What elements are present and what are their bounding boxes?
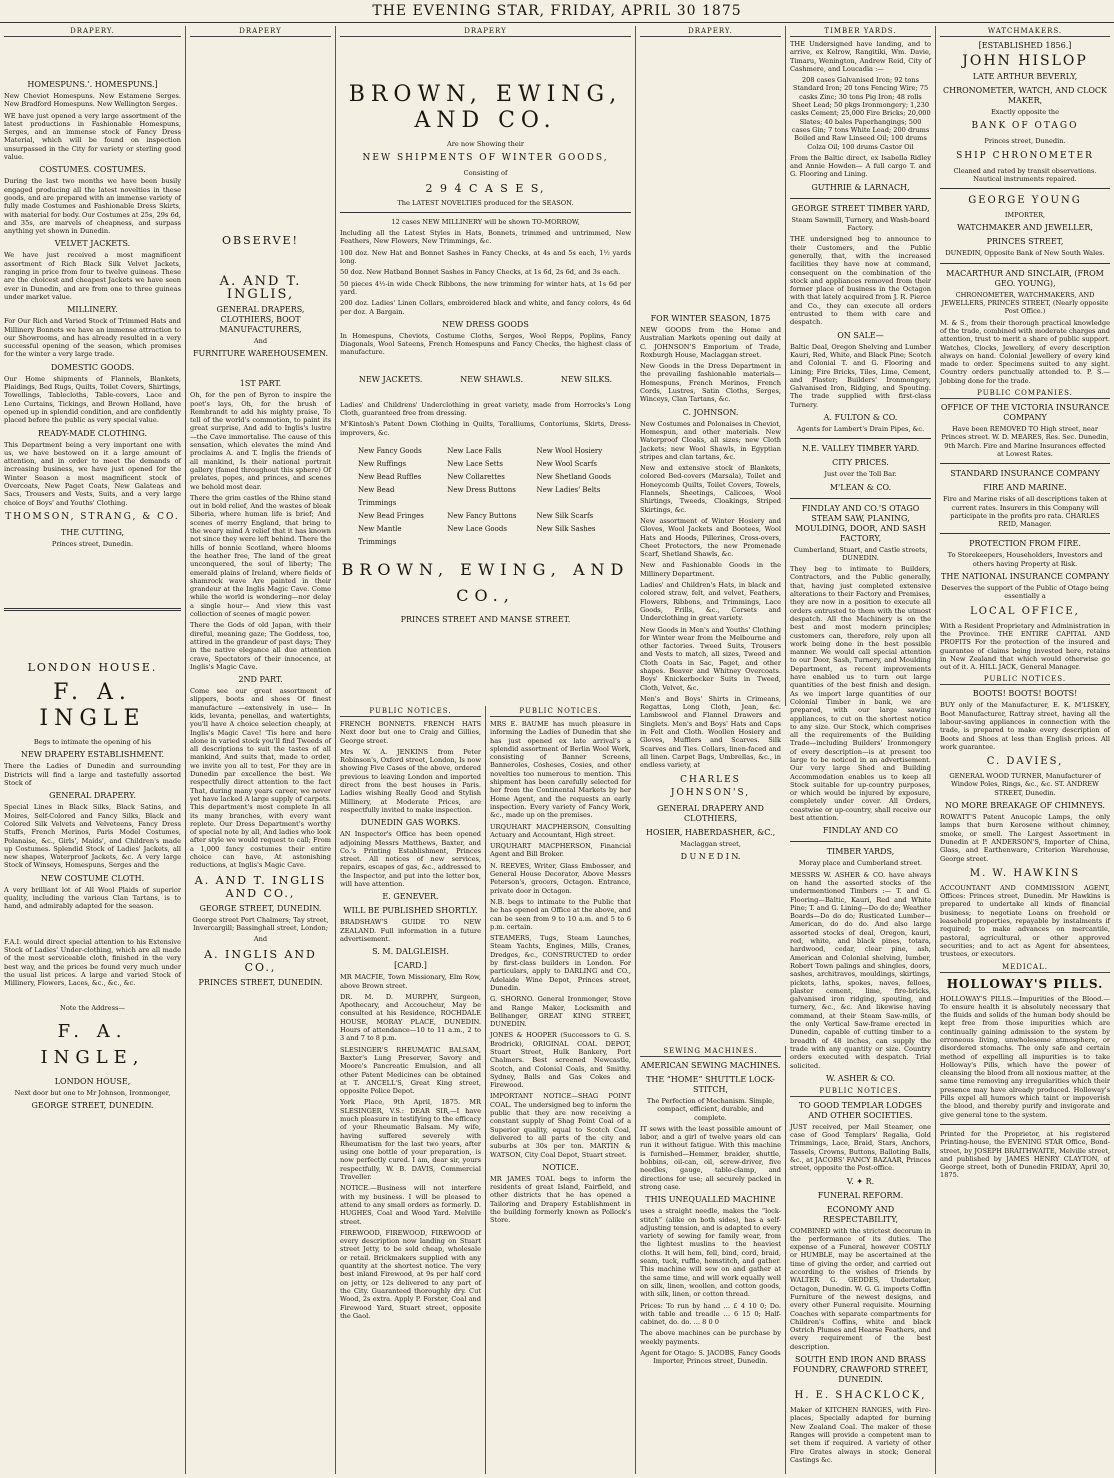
divider — [790, 841, 931, 842]
goods-item: New Bead Trimmings — [358, 485, 397, 507]
goods-row — [358, 510, 613, 523]
heading: PRINCES STREET, — [986, 237, 1064, 247]
heading: ECONOMY AND RESPECTABILITY, — [822, 1204, 898, 1224]
paragraph: MR MACFIE, Town Missionary, Elm Row, above Brown street. — [340, 973, 481, 990]
paragraph: The Perfection of Mechanism. Simple, compact, efficient, durable, and complete. — [646, 1097, 775, 1122]
signature: M'LEAN & CO. — [829, 482, 892, 492]
goods-item: New Dress Buttons — [447, 485, 516, 494]
heading: CHRONOMETER, WATCH, AND CLOCK MAKER, — [942, 86, 1108, 105]
paragraph: New Cheviot Homespuns. New Estamene Serges. New Bradford Homespuns. New Wellington Serges. — [4, 92, 181, 109]
paragraph: DR. M. D. MURPHY, Surgeon, Apothecary, and Accoucheur, May be consulted at his Residence, ROCHDALE HOUSE, MORAY PLACE, DUNEDIN. Hours of attendance—10 to 11 a.m., 2 to 3 and 7 to 8 p.m. — [340, 992, 481, 1043]
paragraph: 100 doz. New Hat and Bonnet Sashes in Fancy Checks, at 4s and 5s each, 1½ yards long. — [340, 248, 631, 266]
column-head: MEDICAL. — [940, 962, 1110, 973]
signature: W. ASHER & CO. — [826, 1073, 895, 1083]
paragraph: To Storekeepers, Householders, Investors and others having Property at Risk. — [947, 551, 1103, 568]
heading: PROTECTION FROM FIRE. — [969, 539, 1081, 549]
paragraph: From the Baltic direct, ex Isabella Ridley and Annie Howden— A full cargo T. and G. Flooring and Lining. — [790, 153, 931, 179]
paragraph: NOTICE.—Business will not interfere with my business. I will be pleased to attend to any small orders as formerly. D. HUGHES, Coal and Wood Yard. Melville street. — [340, 1184, 481, 1226]
heading: COSTUMES. COSTUMES. — [39, 165, 146, 175]
paragraph: Moray place and Cumberland street. — [798, 859, 923, 868]
paragraph: Ladies' and Childrens' Underclothing in great variety, made from Horrocks's Long Cloth, guaranteed free from dressing. — [340, 400, 631, 418]
paragraph: GENERAL WOOD TURNER, Manufacturer of Window Poles, Rings, &c., &c. ST. ANDREW STREET, Dunedin. — [949, 772, 1101, 797]
paragraph: New and Fashionable Goods in the Millinery Department. — [640, 561, 781, 578]
heading: NEW COSTUME CLOTH. — [40, 873, 145, 883]
divider — [340, 212, 631, 213]
paragraph: Special Lines in Black Silks, Black Satins, and Moires, Self-Colored and Fancy Silks, Black and Colored Silk Velvets and Velveteens, Fancy Dress Stuffs, French Merinos, Paris Model Costumes, Polanaise, &c., Girls', Maids', and Children's made up Costumes. Splendid Stock of Ladies' Jackets, all new shapes, Waterproof Jackets, &c. A very large Stock of Winseys, Homespuns, Serges and the — [4, 803, 181, 870]
firm-name: A. AND T. INGLIS, — [219, 274, 302, 302]
paragraph: uses a straight needle, makes the “lock-stitch” (alike on both sides), has a self-adjusting tension, and is adapted to every variety of sewing for family wear, from the lightest muslins to the heaviest cloths. It will hem, fell, bind, cord, braid, seam, tuck, ruffle, hemstitch, and gather. This machine will sew on and gather at the same time, and will work equally well on silk, linen, woollen, and cotton goods, with silk, linen, or cotton thread. — [640, 1207, 781, 1299]
paragraph: Maclaggan street, — [680, 839, 741, 848]
masthead: THE EVENING STAR, FRIDAY, APRIL 30 1875 — [0, 0, 1114, 23]
paragraph: Fire and Marine risks of all descriptions taken at current rates. Insurers in this Company will participate in the profits pro rata. CHARLES REID, Manager. — [943, 495, 1107, 529]
heading: LATE ARTHUR BEVERLY, — [972, 72, 1078, 81]
heading: LONDON HOUSE. — [27, 661, 158, 675]
paragraph: IMPORTER, — [1004, 211, 1046, 220]
goods-item: New Wool Hosiery — [536, 446, 603, 455]
heading: HOLLOWAY'S PILLS. — [946, 976, 1104, 991]
paragraph: 50 doz. New Hatband Bonnet Sashes in Fancy Checks, at 1s 6d, 2s 6d, and 3s each. — [340, 268, 621, 277]
paragraph: DUNEDIN, Opposite Bank of New South Wales. — [945, 249, 1105, 258]
heading: MACARTHUR AND SINCLAIR, (FROM GEO. YOUNG), — [946, 268, 1104, 288]
heading: ON SALE— — [837, 330, 884, 340]
paragraph: JONES & HOOPER (Successors to G. S. Brodrick), ORIGINAL COAL DEPOT, Stuart Street, Hulk Bankery, Port Chalmers. Best screened Newcastle, Scotch, and Colonial Coals, and Smithy. Sydney, Balls and Gas Cokes and Firewood. — [490, 1031, 631, 1090]
column-head: DRAPERY. — [640, 26, 781, 37]
paragraph: G. SHORNO. General Ironmonger, Stove and Range Maker, Locksmith and Bellhanger, GREAT KING STREET, DUNEDIN. — [490, 995, 631, 1029]
column-head: DRAPERY. — [4, 26, 181, 37]
heading: NOTICE. — [542, 1162, 579, 1172]
imprint: Printed for the Proprietor, at his registered Printing-house, the EVENING STAR Office, Bond-street, by JOSEPH BRAITHWAITE, Melville street, and published by JAMES HENRY CLAYTON, of George street, both of Dunedin FRIDAY, April 30, 1875. — [940, 1129, 1110, 1180]
paragraph: New assortment of Winter Hosiery and Gloves, Wool Jackets and Bootees, Wool Hats and Hoods, Pillerines, Cross-overs, Cheet Protectors, the new Promenade Scarf, Shetland Shawls, &c. — [640, 516, 781, 559]
column-head: WATCHMAKERS. — [940, 26, 1110, 37]
paragraph: ROWATT'S Patent Anucopic Lamps, the only lamps that burn Kerosene without chimney, smoke, or smell. The Largest Assortment in Dunedin at P. ANDERSON'S, Importer of China, Glass, and Earthenware, Criterion Warehouse, George street. — [940, 813, 1110, 863]
column-head: TIMBER YARDS. — [790, 26, 931, 37]
paragraph: Mrs W. A. JENKINS from Peter Robinson's, Oxford street, London, Is now showing Five Cases of the above, ordered previous to leaving London and imported direct from the best houses in Paris. Ladies wishing Really Good and Stylish Millinery, at Moderate Prices, are respectfully invited to make inspection. — [340, 747, 481, 814]
heading: [ESTABLISHED 1856.] — [978, 41, 1072, 50]
goods-item: New Lace Setts — [447, 459, 504, 468]
goods-row — [358, 458, 613, 471]
paragraph: Exactly opposite the — [990, 108, 1060, 116]
column-1 — [0, 26, 186, 1474]
heading: FUNERAL REFORM. — [817, 1190, 904, 1200]
heading: SHIP CHRONOMETER — [956, 150, 1094, 161]
paragraph: URQUHART MACPHERSON, Consulting Actuary and Accountant, High street. — [490, 822, 631, 839]
paragraph: COMBINED with the strictest decorum in the performance of its duties. The expense of a Funeral, however COSTLY or HUMBLE, may be ascertained at the time of giving the order, and carried out according to the wishes of friends by WALTER G. GEDDES, Undertaker, Octagon, Dunedin. W. G. G. imports Coffin Furniture of the newest designs, and every other Funeral requisite. Mourning Coaches with separate compartments for Children's Coffins, white and black Ostrich Plumes and Hearse Feathers, and every requirement of the best description. — [790, 1226, 931, 1351]
paragraph: Cleaned and rated by transit observations. Nautical instruments repaired. — [953, 166, 1097, 183]
goods-item: New Bead Fringes — [358, 511, 424, 520]
paragraph: M'Kintosh's Patent Down Clothing in Quilts, Toralliums, Contoriums, Skirts, Dress-improvers, &c. — [340, 420, 631, 437]
heading: FURNITURE WAREHOUSEMEN. — [192, 349, 329, 359]
goods-item: New Collarettes — [447, 472, 505, 481]
paragraph: Baltic Deal, Oregon Shelving and Lumber Kauri, Red, White, and Black Pine; Scotch and Colonial T. and G. Flooring and Lining; Fire Bricks, Tiles, Lime, Cement, and Plaster; Builders' Ironmongery, Galvanised Iron, Ridging, and Spouting. The trade supplied with first-class Turnery. — [790, 342, 931, 409]
paragraph: Cumberland, Stuart, and Castle streets, DUNEDIN. — [793, 545, 928, 562]
paragraph: BUY only of the Manufacturer, E. K. M'LISKEY, Boot Manufacturer, Rattray street, having all the labour-saving appliances in connection with the trade, is prepared to make every description of Boots and Shoes at less than English prices. All work guarantee. — [940, 701, 1110, 751]
paragraph: Including all the Latest Styles in Hats, Bonnets, trimmed and untrimmed, New Feathers, New Flowers, New Trimmings, &c. — [340, 229, 631, 246]
heading: NEW DRESS GOODS — [442, 319, 529, 329]
heading: LONDON HOUSE, — [54, 1076, 131, 1086]
paragraph: George street Port Chalmers; Tay street, Invercargill; Bassinghall street, London; — [192, 915, 329, 932]
goods-item: New Ladies' Belts — [536, 485, 601, 494]
firm-name: CHARLES JOHNSON'S, — [670, 774, 751, 798]
heading: [CARD.] — [394, 961, 427, 971]
column-head: DRAPERY — [190, 26, 331, 37]
paragraph: Men's and Boys' Shirts in Crimeans, Regattas, Long Cloth, Jean, &c. Lambswool and Flannel Drawers and Singlets. Men's and Boys' Hats and Caps in Felt and Cloth. Woollen Hosiery and Gloves, Mufflers and Scarves. Silk Scarves and Ties. Collars, linen-faced and all linen. Carpet Bags, Umbrellas, &c., in endless variety, at — [640, 694, 781, 770]
paragraph: M. & S., from their thorough practical knowledge of the trade, combined with moderate charges and attention, trust to merit a share of public support. Watches, Clocks, Jewellery, of every description always on hand. Colonial Jewellery of every kind made to order. Specimens suited to any sight. Country orders punctually attended to. P. S.—Jobbing done for the trade. — [940, 318, 1111, 385]
paragraph: New Goods in the Dress Department in the prevailing fashionable materials—Homespuns, French Merinos, French Cords, Lustres, Satin Cloths, Serges, Winceys, Clan Tartans, &c. — [640, 362, 781, 404]
divider — [4, 608, 181, 611]
heading: BANK OF OTAGO — [971, 121, 1079, 132]
paragraph: FIREWOOD, FIREWOOD, FIREWOOD of every description now landing on Stuart street Jetty, to be sold cheap, wholesale or retail. Brickmakers supplied with any quantity at the shortest notice. The very best inland Firewood, at 9s per half cord on jetty, or 12s delivered to any part of the City. Guaranteed thoroughly dry. Cut Wood, 2s extra. Apply P. Forster, Coal and Firewood Yard, Stuart street, opposite the Gaol. — [340, 1228, 481, 1320]
goods-item: New Fancy Buttons — [447, 511, 517, 520]
heading: D U N E D I N. — [680, 851, 741, 861]
paragraph: Are now Showing their — [447, 140, 524, 148]
heading: FOR WINTER SEASON, 1875 — [650, 314, 771, 323]
heading: 1ST PART. — [239, 379, 282, 389]
goods-row — [358, 484, 613, 510]
paragraph: And — [253, 935, 268, 944]
paragraph: This Department being a very important one with us, we have bestowed on it a large amount of attention, and in order to meet the demands of increasing business, we have just opened for the Winter Season a most magnificent stock of Overcoats, New Paget Coats, New Galateas and Sacs, Trousers and Vests, Suits, and a very large choice of Boys' and Youths' Clothing. — [4, 440, 181, 507]
goods-item: New Lace Goods — [447, 524, 507, 533]
paragraph: CHRONOMETER, WATCHMAKERS, AND JEWELLERS, PRINCES STREET, (Nearly opposite Post Office.) — [941, 290, 1109, 316]
column-5 — [786, 26, 936, 1474]
paragraph: N.B. begs to intimate to the Public that he has opened an Office at the above, and can be seen from 9 to 10 a.m. and 5 to 6 p.m. certain. — [490, 897, 631, 931]
firm-name: BROWN, EWING, AND CO. — [348, 82, 623, 133]
heading: NEW SHAWLS. — [460, 374, 524, 384]
heading: 2 9 4 C A S E S, — [425, 181, 546, 195]
goods-item: New Fancy Goods — [358, 446, 422, 455]
paragraph: IT sews with the least possible amount of labor, and a girl of twelve years old can run it without fatigue. With this machine is furnished—Hemmer, braider, shuttle, bobbins, oil-can, oil, screw-driver, five needles, gauge, table-clamp, and directions for use; all securely packed in strong case. — [640, 1124, 781, 1191]
paragraph: 50 pieces 4½-in wide Check Ribbons, the new trimming for winter hats, at 1s 6d per yard. — [340, 279, 631, 296]
paragraph: There the Ladies of Dunedin and surrounding Districts will find a large and tastefully assorted Stock of — [4, 762, 181, 788]
heading: MILLINERY. — [67, 305, 118, 315]
column-3-top — [336, 26, 636, 706]
heading: GEORGE STREET TIMBER YARD, — [791, 203, 930, 213]
poem: There the Gods of old Japan, with their direful, meaning gaze; The Goddess, too, attired in the grandeur of past days; They in the native elegance all due attention crave, Spectators of their innocence, at Inglis's Magic Cave. — [190, 621, 331, 671]
heading: LOCAL OFFICE, — [970, 605, 1080, 617]
heading: 2ND PART. — [238, 675, 283, 685]
column-head: PUBLIC NOTICES. — [490, 706, 631, 717]
heading: HOSIER, HABERDASHER, &C., — [645, 827, 776, 837]
goods-item: New Shetland Goods — [536, 472, 611, 481]
paragraph: New Costumes and Polonaises in Cheviot, Homespun, and other materials. New Waterproof Cloaks, all sizes; new Cloth Jackets; new Wool Shawls, in Egyptian stripes and clan tartans, &c. — [640, 419, 781, 461]
paragraph: Our Home shipments of Flannels, Blankets, Plaidings, Bed Rugs, Quilts, Toilet Covers, Shirtings, Towellings, Tablecloths, Table-covers, Lace and Leno Curtains, Tickings, and Brown Holland, have opened up in splendid condition, and are confidently placed before the public as very special value. — [4, 374, 181, 425]
paragraph: Next door but one to Mr Johnson, Ironmonger, — [14, 1088, 171, 1097]
paragraph: STEAMERS, Tugs, Steam Launches, Steam Yachts, Engines, Mills, Cranes, Dredges, &c., CONSTRUCTED to order by first-class builders in London. For particulars, apply to DARLING and CO., Adelaide Wine Depot, Princes street, Dunedin. — [490, 934, 631, 992]
goods-item: New Lace Falls — [447, 446, 502, 455]
firm-address: Princes street, Dunedin. — [51, 539, 134, 548]
stock-list: 208 cases Galvanised Iron; 92 tons Standard Iron; 20 tons Fencing Wire; 75 casks Zinc; 30 tons Pig Iron; 48 rolls Sheet Lead; 50 pkgs Ironmongery; 1,230 casks Cement; 25,000 Fire Bricks; 20,000 Slates; 40 bales Paperhangings; 500 cases Gin; 7 tons White Lead; 200 drums Boiled and Raw Linseed Oil; 100 drums Colza Oil; 100 drums Castor Oil — [790, 76, 931, 151]
paragraph: URQUHART MACPHERSON, Financial Agent and Bill Broker. — [490, 842, 631, 859]
paragraph: F.A.I. would direct special attention to his Extensive Stock of Ladies' Under-clothing, which are all made of the most serviceable cloth, finished in the very best way, and the prices be found very much under the usual list prices. A large and varied Stock of Millinery, Flowers, Laces, &c., &c., &c. — [4, 937, 181, 988]
firm-sub: THE CUTTING, — [60, 527, 125, 537]
column-head: DRAPERY — [340, 26, 631, 37]
firm-name: THOMSON, STRANG, & CO. — [5, 511, 180, 522]
paragraph: A very brilliant lot of All Wool Plaids of superior quality, including the various Clan Tartans, is to hand, and admirably adapted for the season. — [4, 885, 181, 911]
heading: WILL BE PUBLISHED SHORTLY. — [343, 906, 478, 916]
paragraph: Have been REMOVED TO High street, near Princes street. W. D. MEARES, Res. Sec. Dunedin, 9th March. Fire and Marine Insurances effected at Lowest Rates. — [941, 425, 1109, 458]
paragraph: JUST received, per Mail Steamer, one case of Good Templars' Regalia, Gold Trimmings, Lace, Braid, Stars, Anchors, Tassels, Crowns, Buttons, Balloting Balls, &c., at JACOBS' FANCY BAZAAR, Princes street, opposite the Post-office. — [790, 1122, 931, 1173]
signature: A. FULTON & CO. — [823, 412, 898, 422]
heading: GEORGE STREET, DUNEDIN. — [31, 1101, 154, 1110]
paragraph: Consisting of — [463, 169, 508, 178]
firm-name: A. INGLIS AND CO., — [204, 947, 317, 974]
heading: N.E. VALLEY TIMBER YARD. — [801, 444, 920, 454]
heading: FIRE AND MARINE. — [983, 483, 1067, 493]
paragraph: IMPORTANT NOTICE—SHAG POINT COAL. The undersigned beg to inform the public that they are now receiving a constant supply of Shag Point Coal of a Superior quality, equal to Scotch Coal, delivered to all parts of the city and suburbs at 30s per ton. MARTIN & WATSON, City Coal Depot, Stuart street. — [490, 1092, 631, 1159]
crest-icon: V. ✦ R. — [846, 1176, 875, 1186]
price-list: Prices: To run by hand … £ 4 10 0; Do. with table and treadle … 6 15 0; Half-cabinet, do. do. … 8 0 0 — [640, 1301, 781, 1327]
paragraph: NEW GOODS from the Home and Australian Markets opening out daily at C. JOHNSON'S Emporium of Trade, Roxburgh House, Maclaggan street. — [640, 326, 781, 359]
paragraph: Steam Sawmill, Turnery, and Wash-board Factory. — [791, 215, 930, 233]
paragraph: Agent for Otago: S. JACOBS, Fancy Goods Importer, Princes street, Dunedin. — [640, 1349, 781, 1366]
signature: E. GENEVER. — [382, 892, 439, 902]
public-notices-left — [336, 706, 486, 1474]
paragraph: They beg to intimate to Builders, Contractors, and the Public generally, that, having just completed extensive alterations to their Factory and Premises, they are now in a position to execute all orders entrusted to them with the utmost despatch. All the Machinery is on the best and most modern principles; customers can, therefore, rely upon all work being done in the best possible manner. We would call special attention to our Door, Sash, Turnery, and Moulding Department, as recent improvements have enabled us to turn out large quantities of the best finish and design. As we import large quantities of our Colonial Timber in bank, we are prepared, with our large sawing appliances, to cut on the shortest notice to any size. Our Stock, which comprises all the requirements of the Building Trade—including Builders' Ironmongery of every description—is at present too large to be noticed in an advertisement. Our very large Shed and Building Accommodation enables us to keep all Stock suitable for up-country purposes, or which would be injured by exposure, completely under cover. All Orders, coastwise or up-country, shall receive our best attention. — [790, 565, 931, 823]
divider — [940, 263, 1110, 264]
paragraph: THE undersigned beg to announce to their Customers, and the Public generally, that, with the increased facilities they have now at command, consequent on the combination of the stock and appliances removed from their former place of business in the Octagon with that lately acquired from J. R. Pierce and Co., they can execute all orders entrusted to them with care and despatch. — [790, 235, 931, 327]
heading: STANDARD INSURANCE COMPANY — [950, 469, 1100, 479]
signature: FINDLAY AND CO — [822, 826, 899, 836]
goods-item: New Wool Scarfs — [536, 459, 598, 468]
goods-item: New Silk Sashes — [536, 524, 596, 533]
heading: GENERAL DRAPERY AND CLOTHIERS, — [657, 803, 764, 823]
paragraph: New and extensive stock of Blankets, colored Bed-covers (Marsala), Toilet and Honeycomb Quilts, Toilet Covers, Towels, Flannels, Sheetings, Calicoes, Wool Shirtings, Tweeds, Cloakings, Striped Skirtings, &c. — [640, 464, 781, 514]
paragraph: We have just received a most magnificent assortment of Rich Black Silk Velvet Jackets, ranging in price from four to twelve guineas. These are the choicest and cheapest Jackets we have seen ever in Dunedin, and are from one to three guineas under market value. — [4, 251, 181, 301]
heading: THE NATIONAL INSURANCE COMPANY — [941, 572, 1109, 582]
goods-item: New Silk Scarfs — [536, 511, 594, 520]
paragraph: With a Resident Proprietary and Administration in the Province. THE ENTIRE CAPITAL AND PROFITS For the protection of the insured and guarantee of claims being invested here, retains in New Zealand that which would otherwise go out of it. A. HILL JACK, General Manager. — [940, 621, 1110, 672]
divider — [940, 1124, 1110, 1125]
signature: GUTHRIE & LARNACH, — [811, 182, 910, 192]
paragraph: BRADSHAW'S GUIDE TO NEW ZEALAND. Full information in a future advertisement. — [340, 918, 481, 943]
paragraph: The LATEST NOVELTIES produced for the SEASON. — [397, 198, 574, 207]
divider — [790, 438, 931, 439]
paragraph: AN Inspector's Office has been opened adjoining Messrs Matthews, Baxter, and Co.'s Printing Establishment, Princes street. All notices of new services, repairs, escapes of gas, &c., addressed to the Inspector, and put into the letter box, will have attention. — [340, 830, 481, 889]
column-head: PUBLIC NOTICES. — [940, 674, 1110, 685]
paragraph: THE Undersigned have landing, and to arrive, ex Kelrow, Rangitiki, Wm. Davie, Timaru, Wenington, Andrew Reid, City of Cashmere, and Loucadia :— — [790, 40, 931, 73]
heading: AMERICAN SEWING MACHINES. — [640, 1061, 781, 1070]
public-notices-right — [486, 706, 636, 1474]
column-6 — [936, 26, 1114, 1474]
paragraph: HOLLOWAY'S PILLS.—Impurities of the Blood.—To ensure health it is absolutely necessary that the fluids and solids of the human body should be kept free from those impurities which are continually gaining admission to the system by erroneous living, unwholesome atmosphere, or disordered stomachs. The only safe and certain method of expelling all impurities is to take Holloway's Pills, which have the power of cleansing the blood from all noxious matter, at the same time removing any irregularities which their presence may have already produced. Holloway's Pills expel all humors which taint or impoverish the blood, and thereby purify and invigorate and give general tone to the system. — [940, 994, 1110, 1119]
paragraph: Just over the Toll Bar. — [824, 470, 897, 479]
paragraph: New Goods in Men's and Youths' Clothing for Winter wear from the Melbourne and other factories. Tweed Suits, Trousers and Vests to match, all sizes, Tweed and Cloth Coats in Sac, Paget, and other shapes. Beaver and Whitney Overcoats. Boys' Knickerbocker Suits in Tweed, Cloth, Velvet, &c. — [640, 625, 781, 692]
heading: NEW SILKS. — [560, 374, 613, 384]
heading: OBSERVE! — [222, 234, 299, 247]
heading: HOMESPUNS.’. HOMESPUNS.] — [27, 80, 158, 89]
heading: GENERAL DRAPERY. — [49, 791, 136, 801]
signature: C. JOHNSON. — [682, 407, 739, 417]
paragraph: Princes street, Dunedin. — [984, 137, 1066, 146]
paragraph: 12 cases NEW MILLINERY will be shown TO-MORROW, — [391, 217, 580, 226]
paragraph: And — [253, 337, 268, 345]
firm-name: H. E. SHACKLOCK, — [794, 1390, 927, 1402]
heading: BOOTS! BOOTS! BOOTS! — [972, 689, 1078, 699]
goods-grid — [340, 445, 631, 549]
sewing-machines — [636, 1046, 786, 1474]
heading: DOMESTIC GOODS. — [50, 362, 135, 372]
divider — [940, 533, 1110, 534]
paragraph: MESSRS W. ASHER & CO. have always on hand the assorted stocks of the undermentioned Timbers :— T. and G. Flooring—Baltic, Kauri, Red and White Pine; T. and G. Lining—Do do do; Weather Boards—Do do do; Rusticated Lumber—American, do do do. And also large assorted stocks of deal, Oregon, kauri, red, white, and black pines, totara, hardwood, cedar, clear pine, ash, American and Colonial shelving, lumber, Robert Town palings and shingles, doors, sashes, architraves, mouldings, skirtings, pickets, laths, spokes, naves, felloes, plaster cement, lime, fire-bricks, galvanised iron ridging, spouting, and turnery, &c., &c. And likewise having command, at their Steam Saw-mills, of the only Vertical Saw-frame erected in Dunedin, capable of cutting timber to a breadth of 48 inches, can supply the trade with any quantity or size. Country orders executed with despatch. Trial solicited. — [790, 870, 931, 1070]
paragraph: Ladies' and Children's Hats, in black and colored straw, felt, and velvet, Feathers, Flowers, Ribbons, and Trimmings, Lace Goods, Frills, &c., Corsets and Underclothing in great variety. — [640, 581, 781, 623]
heading: THIS UNEQUALLED MACHINE — [645, 1195, 776, 1205]
firm-name: M. W. HAWKINS — [969, 867, 1081, 879]
paragraph: SLESINGER'S RHEUMATIC BALSAM, Baxter's Lung Preserver, Savory and Moore's Pancreatic Emulsion, and all other Patent Medicines can be obtained at T. ANCELL'S, Great King street, opposite Police Depot. — [340, 1045, 481, 1096]
goods-item: New Bead Ruffles — [358, 472, 422, 481]
heading: VELVET JACKETS. — [54, 239, 131, 249]
heading: OFFICE OF THE VICTORIA INSURANCE COMPANY — [940, 403, 1110, 423]
heading: WATCHMAKER AND JEWELLER, — [957, 223, 1093, 233]
poem: Come see our great assortment of slippers, boots and shoes Of finest manufacture —extensively in use— In kids, levanta, penellas, and watertights, you'll have A choice selection cheaply, at Inglis's Magic Cave! 'Tis here and here alone in varied stock you'll find Tweeds of all descriptions to suit the tastes of all mankind, And suits that, made to order, we invite you all to test, For they are in Dunedin par excellence the best. We respectfully direct attention to the fact That, during many years career, we never yet have lacked A large supply of carpets. This department's most complete In all its many branches, with every want replete. Our Dress Department's worthy of special note by all, And ladies who look after style we would request to call; From a 1,000 fancy costumes their entire choice can have, At astonishing reductions, at Inglis's Magic Cave. — [190, 687, 331, 870]
divider — [940, 463, 1110, 464]
heading: PRINCES STREET AND MANSE STREET. — [400, 614, 571, 624]
signature: S. M. DALGLEISH. — [372, 947, 449, 957]
divider — [940, 188, 1110, 189]
goods-row — [358, 445, 613, 458]
paragraph: N. REEVES, Writer, Glass Embosser, and General House Decorator, Above Messrs Peterson's, grocers, Octagon. Entrance, private door in Octagon. — [490, 861, 631, 895]
goods-row — [358, 523, 613, 549]
goods-row — [358, 471, 613, 484]
paragraph: In Homespuns, Cheviots, Costume Cloths, Serges, Wool Repps, Poplins, Fancy Diagonals, Wool Sateens, French Homespuns and Fancy Checks, the highest class of manufacture. — [340, 331, 631, 357]
heading: NO MORE BREAKAGE OF CHIMNEYS. — [945, 801, 1105, 811]
firm-name: GEORGE YOUNG — [968, 195, 1082, 207]
firm-name: A. AND T. INGLIS AND CO., — [194, 873, 327, 900]
column-head: PUBLIC NOTICES. — [340, 706, 481, 717]
firm-name: C. DAVIES, — [986, 756, 1064, 768]
column-4-top — [636, 26, 786, 861]
firm-name: F. A. INGLE — [39, 680, 146, 732]
column-head: SEWING MACHINES. — [640, 1046, 781, 1057]
divider — [790, 498, 931, 499]
paragraph: The above machines can be purchase by weekly payments. — [640, 1329, 781, 1346]
paragraph: York Place, 9th April, 1875. MR SLESINGER, V.S.: DEAR SIR,—I have much pleasure in testifying to the efficacy of your Rheumatic Balsam. My wife, having suffered severely with Rheumatism for the last two years, after using one bottle of your preparation, is now perfectly cured. I am, dear sir, yours respectfully, W. B. DAVIS, Commercial Traveller. — [340, 1098, 481, 1182]
new-items-row — [340, 371, 631, 387]
goods-item: New Ruffings — [358, 459, 407, 468]
firm-name: F. A. INGLE, — [40, 1020, 145, 1068]
paragraph: Maker of KITCHEN RANGES, with Fire-places, Specially adapted for burning New Zealand Coal. The maker of these Ranges will provide a competent man to set them if required. A variety of other Fire Grates always in stock; General Castings &c. — [790, 1406, 931, 1464]
heading: TO GOOD TEMPLAR LODGES AND OTHER SOCIETIES. — [798, 1100, 923, 1120]
heading: GENERAL DRAPERS, CLOTHIERS, BOOT MANUFACTURERS, — [216, 305, 305, 334]
heading: SOUTH END IRON AND BRASS FOUNDRY, CRAWFORD STREET, DUNEDIN. — [792, 1355, 929, 1385]
paragraph: ACCOUNTANT AND COMMISSION AGENT, Offices: Princes street, Dunedin. Mr Hawkins is prepared to undertake all kinds of financial business; to negotiate Loans on freehold or leasehold properties, repayable by instalments if required; to make advances on mercantile, pastoral, agricultural, or other approved securities; and to act as Agent for absentees, trustees, or executors. — [940, 883, 1110, 959]
paragraph: 200 doz. Ladies' Linen Collars, embroidered black and white, and fancy colors, 4s 6d per doz. A Bargain. — [340, 299, 631, 316]
heading: GEORGE STREET, DUNEDIN. — [199, 903, 322, 913]
divider — [790, 198, 931, 199]
paragraph: Agents for Lambert's Drain Pipes, &c. — [796, 424, 925, 433]
heading: THE “HOME” SHUTTLE LOCK-STITCH, — [646, 1075, 775, 1094]
heading: NEW DRAPERY ESTABLISHMENT. — [20, 750, 165, 760]
column-head: PUBLIC NOTICES. — [790, 1086, 931, 1097]
paragraph: FRENCH BONNETS. FRENCH HATS Next door but one to Craig and Gillies, George street. — [340, 720, 481, 745]
heading: FINDLAY AND CO.'S OTAGO STEAM SAW, PLANING, MOULDING, DOOR, AND SASH FACTORY, — [795, 503, 926, 543]
column-2 — [186, 26, 336, 1474]
paragraph: WE have just opened a very large assortment of the latest productions in Fashionable Homespuns, Serges, and an immense stock of Fancy Dress Material, which will be found on inspection unsurpassed in the City for variety or sterling good value. — [4, 111, 181, 162]
poem: There the grim castles of the Rhine stand out in bold relief, And the wastes of bleak Siberia, where human life is brief; And scenes of merry England, that bring to the weary mind A relief that it has known not since they were left behind. There the hills of bonnie Scotland, where blooms the heather free, The land of the great unconquered, the soul of liberty; The emerald plains of Ireland, where fields of shamrock wave Are painted in their grandeur at the Inglis Magic Cave. Come while the world is wondering—nor delay a single hour— And view this vast collection of scenes of magic power. — [190, 493, 331, 619]
paragraph: For Our Rich and Varied Stock of Trimmed Hats and Millinery Bonnets we have an immense attraction to our Showrooms, and has already resulted in a very successful opening of the season, which promises for the winter a very large trade. — [4, 317, 181, 359]
column-head: PUBLIC COMPANIES. — [940, 388, 1110, 399]
heading: CITY PRICES. — [832, 458, 889, 468]
paragraph: Deserves the support of the Public of Otago being essentially a — [941, 584, 1109, 601]
heading: NEW SHIPMENTS OF WINTER GOODS, — [362, 153, 609, 164]
heading: TIMBER YARDS, — [826, 847, 895, 857]
paragraph: Note the Address— — [60, 1004, 125, 1013]
heading: PRINCES STREET, DUNEDIN. — [198, 977, 323, 987]
paragraph: MRS E. BAUME has much pleasure in informing the Ladies of Dunedin that she has just opened ex late arrival's a splendid assortment of Berlin Wool Work, consisting of Banner Screens, Banneroles, Cosheses, Cosies, and other novelties too numerous to mention. This shipment has been carefully selected for her from the Continental Markets by her Home Agent, and the requests an early inspection. Every variety of Fancy Work, &c., made up on the premises. — [490, 720, 631, 820]
heading: READY-MADE CLOTHING. — [37, 428, 148, 438]
poem: Oh, for the pen of Byron to inspire the poet's lays, Oh, for the brush of Rembrandt to add his mighty praise, To tell of the world's commotion, to paint its great surprise, And add to Inglis's lustre—the Cave immortalise. The cause of this sensation, which elevates the mind And proclaims A. and T. Inglis the friends of all mankind, Is their national portrait gallery (famed throughout this sphere) Of prelates, popes, and princes, and scenes we behold most dear. — [190, 391, 331, 491]
paragraph: Begs to intimate the opening of his — [33, 738, 152, 747]
firm-name: BROWN, EWING, AND CO., — [341, 559, 630, 605]
paragraph: MR JAMES TOAL begs to inform the residents of great Island, Fairfield, and other districts that he has opened a Tailoring and Drapery Establishment in the building formerly known as Pollock's Store. — [490, 1174, 631, 1225]
heading: DUNEDIN GAS WORKS. — [360, 818, 461, 828]
firm-name: JOHN HISLOP — [962, 53, 1088, 69]
paragraph: During the last two months we have been busily engaged producing all the latest novelties in these goods, and are prepared with an immense variety of fully made Costumes and Fashionable Dress Skirts, with material for body. Our Costumes at 25s, 29s 6d, and 35s, are marvels of cheapness, and surpass anything yet shown in Dunedin. — [4, 177, 181, 236]
heading: NEW JACKETS. — [358, 374, 423, 384]
goods-item: New Mantle Trimmings — [358, 524, 402, 546]
